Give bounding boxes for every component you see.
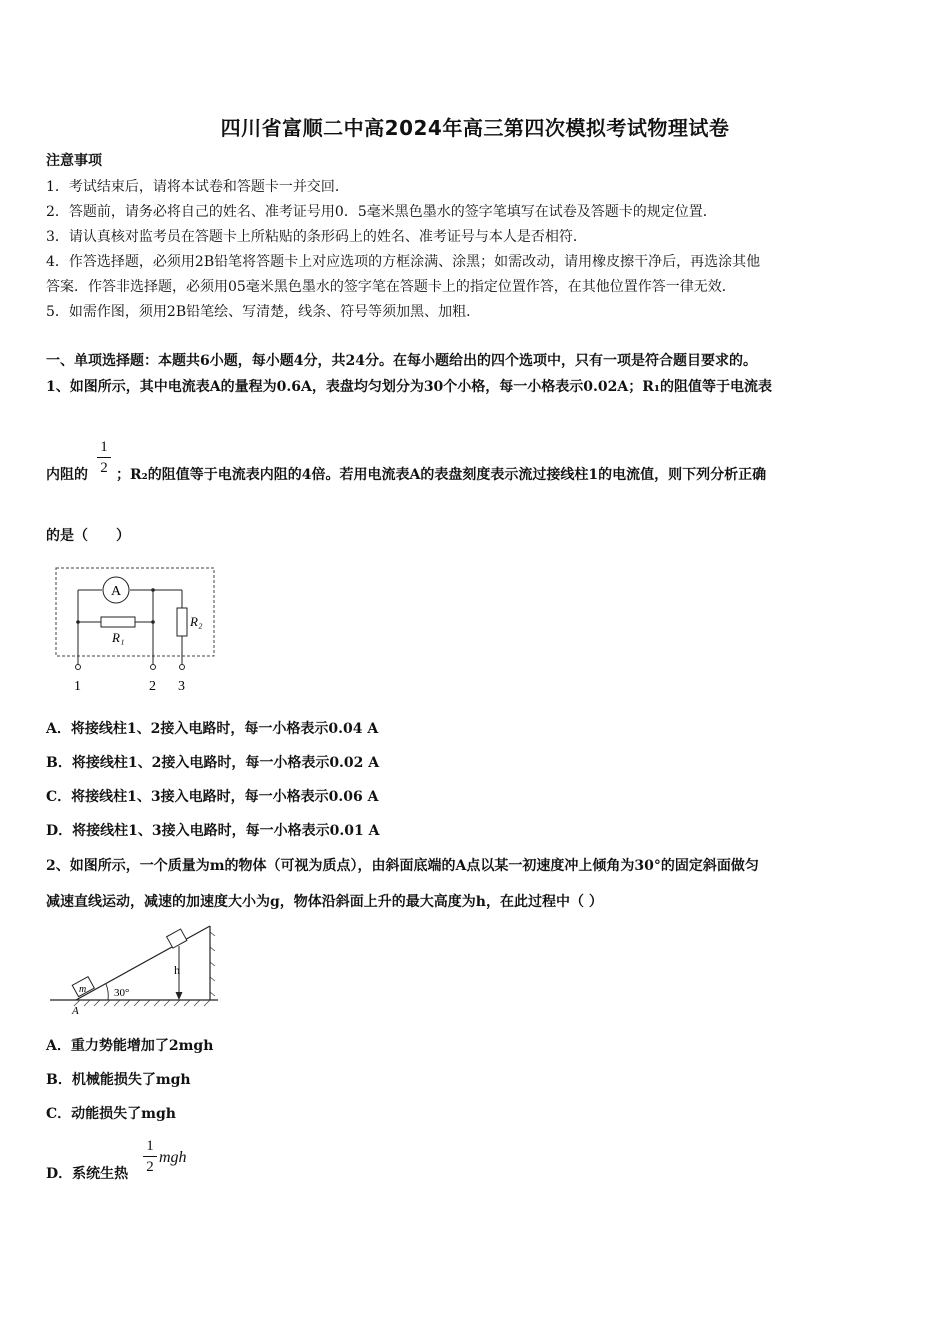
fraction-bar xyxy=(143,1156,157,1157)
q1-fraction-numerator: 1 xyxy=(100,439,108,455)
notice-heading: 注意事项 xyxy=(46,153,102,169)
q2-option-d-formula: mgh xyxy=(159,1149,187,1166)
junction-dot xyxy=(76,620,80,624)
q1-text-line2-post: ；R₂的阻值等于电流表内阻的4倍。若用电流表A的表盘刻度表示流过接线柱1的电流值，则下列分析正确 xyxy=(116,467,767,483)
q1-text-line3: 的是（ ） xyxy=(46,528,130,544)
q2-option-b[interactable]: B．机械能损失了mgh xyxy=(46,1072,191,1088)
q1-option-c[interactable]: C．将接线柱1、3接入电路时，每一小格表示0.06 A xyxy=(46,789,379,805)
notice-item-2: 2．答题前，请务必将自己的姓名、准考证号用0．5毫米黑色墨水的签字笔填写在试卷及答题卡的规定位置． xyxy=(46,204,717,220)
terminal-1-icon xyxy=(76,665,81,670)
dashed-box xyxy=(56,568,214,656)
section-heading: 一、单项选择题：本题共6小题，每小题4分，共24分。在每小题给出的四个选项中，只有一项是符合题目要求的。 xyxy=(46,353,757,369)
q2-option-d-fraction xyxy=(143,1137,157,1176)
fraction-bar xyxy=(97,457,111,458)
resistor-r1-icon xyxy=(101,617,135,627)
q1-fraction-denominator: 2 xyxy=(100,460,108,476)
height-label: h xyxy=(174,963,180,977)
q2-option-a[interactable]: A．重力势能增加了2mgh xyxy=(46,1038,214,1054)
q1-option-b[interactable]: B．将接线柱1、2接入电路时，每一小格表示0.02 A xyxy=(46,755,380,771)
block-mass-label: m xyxy=(79,984,87,995)
arrow-head-icon xyxy=(176,992,183,1000)
q2-option-c[interactable]: C．动能损失了mgh xyxy=(46,1106,176,1122)
incline-surface xyxy=(76,926,210,1000)
resistor-r2-icon xyxy=(177,608,187,636)
page-title: 四川省富顺二中高2024年高三第四次模拟考试物理试卷 xyxy=(220,116,730,140)
block-top xyxy=(167,929,187,948)
notice-item-4-cont: 答案．作答非选择题，必须用05毫米黑色墨水的签字笔在答题卡上的指定位置作答，在其他位置作答一律无效． xyxy=(46,279,736,295)
r2-label: R₂ xyxy=(190,614,203,629)
notice-item-4: 4．作答选择题，必须用2B铅笔将答题卡上对应选项的方框涂满、涂黑；如需改动，请用橡皮擦干净后，再选涂其他 xyxy=(46,254,761,270)
q2-text-line2: 减速直线运动，减速的加速度大小为g，物体沿斜面上升的最大高度为h，在此过程中（ ） xyxy=(46,894,603,910)
point-a-label: A xyxy=(72,1005,79,1017)
q2-fraction-numerator: 1 xyxy=(146,1138,154,1154)
r1-label: R₁ xyxy=(112,630,125,645)
terminal-1-label: 1 xyxy=(74,679,81,694)
q1-option-a[interactable]: A．将接线柱1、2接入电路时，每一小格表示0.04 A xyxy=(46,721,379,737)
q1-option-d[interactable]: D．将接线柱1、3接入电路时，每一小格表示0.01 A xyxy=(46,823,380,839)
notice-item-1: 1．考试结束后，请将本试卷和答题卡一并交回． xyxy=(46,179,349,195)
q1-text-line1: 1、如图所示，其中电流表A的量程为0.6A，表盘均匀划分为30个小格，每一小格表示0.02A；R₁的阻值等于电流表 xyxy=(46,379,773,395)
q2-incline-diagram xyxy=(46,922,226,1017)
junction-dot xyxy=(151,588,155,592)
q2-text-line1: 2、如图所示，一个质量为m的物体（可视为质点），由斜面底端的A点以某一初速度冲上倾角为30°的固定斜面做匀 xyxy=(46,858,759,874)
terminal-3-label: 3 xyxy=(178,679,185,694)
notice-item-3: 3．请认真核对监考员在答题卡上所粘贴的条形码上的姓名、准考证号与本人是否相符． xyxy=(46,229,587,245)
q2-option-d[interactable]: D．系统生热 xyxy=(46,1166,129,1182)
q1-fraction xyxy=(97,438,111,477)
q2-fraction-denominator: 2 xyxy=(146,1159,154,1175)
notice-item-5: 5．如需作图，须用2B铅笔绘、写清楚，线条、符号等须加黑、加粗． xyxy=(46,304,481,320)
angle-arc xyxy=(106,984,108,1000)
junction-dot xyxy=(151,620,155,624)
terminal-2-icon xyxy=(151,665,156,670)
angle-label: 30° xyxy=(114,987,130,999)
q1-circuit-diagram xyxy=(46,560,226,700)
terminal-2-label: 2 xyxy=(149,679,156,694)
terminal-3-icon xyxy=(180,665,185,670)
q1-text-line2-pre: 内阻的 xyxy=(46,467,88,483)
ammeter-label: A xyxy=(110,584,122,599)
